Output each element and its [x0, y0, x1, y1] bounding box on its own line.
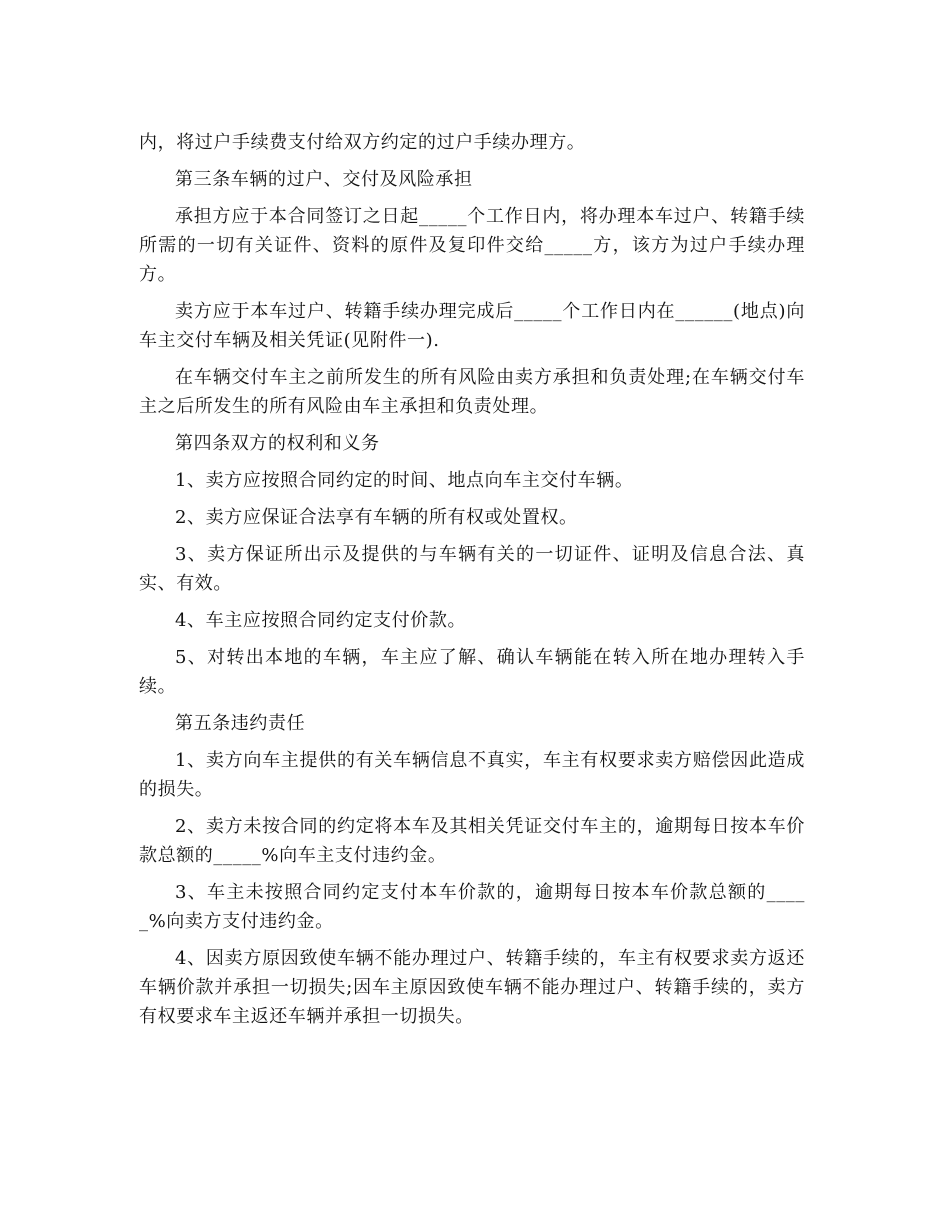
list-item-rights-1: 1、卖方应按照合同约定的时间、地点向车主交付车辆。: [175, 470, 634, 491]
heading-article-4: 第四条双方的权利和义务: [175, 433, 380, 454]
list-item-rights-5: 5、对转出本地的车辆，车主应了解、确认车辆能在转入所在地办理转入手续。: [139, 647, 805, 697]
heading-article-5: 第五条违约责任: [175, 713, 306, 734]
list-item-liability-3: 3、车主未按照合同约定支付本车价款的，逾期每日按本车价款总额的_____%向卖方支付违约金。: [139, 882, 805, 932]
document-body: [139, 128, 805, 1039]
heading-article-3: 第三条车辆的过户、交付及风险承担: [175, 169, 473, 190]
list-item-rights-2: 2、卖方应保证合法享有车辆的所有权或处置权。: [175, 507, 578, 528]
list-item-rights-3: 3、卖方保证所出示及提供的与车辆有关的一切证件、证明及信息合法、真实、有效。: [139, 544, 805, 594]
paragraph-continuation: 内，将过户手续费支付给双方约定的过户手续办理方。: [139, 132, 586, 153]
list-item-liability-1: 1、卖方向车主提供的有关车辆信息不真实，车主有权要求卖方赔偿因此造成的损失。: [139, 750, 805, 800]
paragraph-delivery: 卖方应于本车过户、转籍手续办理完成后_____个工作日内在______(地点)向车主交付车辆及相关凭证(见附件一).: [139, 301, 805, 351]
list-item-liability-2: 2、卖方未按合同的约定将本车及其相关凭证交付车主的，逾期每日按本车价款总额的_____%向车主支付违约金。: [139, 816, 805, 866]
paragraph-risk: 在车辆交付车主之前所发生的所有风险由卖方承担和负责处理;在车辆交付车主之后所发生的所有风险由车主承担和负责处理。: [139, 367, 805, 417]
paragraph-transfer-documents: 承担方应于本合同签订之日起_____个工作日内，将办理本车过户、转籍手续所需的一切有关证件、资料的原件及复印件交给_____方，该方为过户手续办理方。: [139, 206, 805, 285]
list-item-rights-4: 4、车主应按照合同约定支付价款。: [175, 610, 467, 631]
list-item-liability-4: 4、因卖方原因致使车辆不能办理过户、转籍手续的，车主有权要求卖方返还车辆价款并承担一切损失;因车主原因致使车辆不能办理过户、转籍手续的，卖方有权要求车主返还车辆并承担一切损失。: [139, 948, 805, 1027]
